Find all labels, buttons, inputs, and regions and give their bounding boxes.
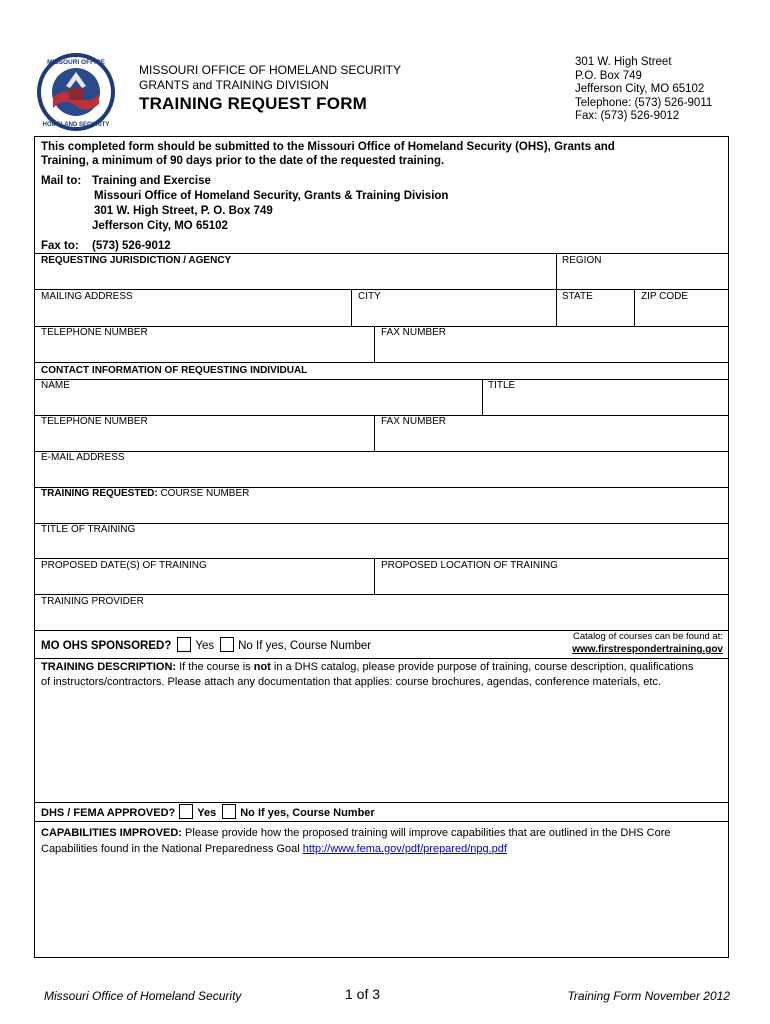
footer-organization: Missouri Office of Homeland Security: [44, 989, 242, 1003]
svg-text:MISSOURI OFFICE: MISSOURI OFFICE: [47, 59, 105, 66]
fax-to-value: (573) 526-9012: [92, 240, 171, 252]
zip-code-field[interactable]: [638, 303, 724, 323]
name-field[interactable]: [39, 392, 478, 412]
homeland-security-seal: [36, 52, 116, 132]
division-name: GRANTS and TRAINING DIVISION: [139, 78, 329, 92]
proposed-location-label: PROPOSED LOCATION OF TRAINING: [381, 560, 558, 571]
training-description-field[interactable]: [39, 693, 724, 798]
fema-yes-label: Yes: [197, 807, 217, 819]
ohs-no-checkbox[interactable]: [220, 637, 234, 652]
telephone-field[interactable]: [39, 339, 370, 359]
region-label: REGION: [562, 255, 602, 266]
title-label: TITLE: [488, 380, 516, 391]
telephone-label: TELEPHONE NUMBER: [41, 327, 148, 338]
ohs-no-label: No If yes, Course Number: [238, 640, 372, 652]
contact-info-header: CONTACT INFORMATION OF REQUESTING INDIVIDUAL: [41, 365, 308, 376]
address-telephone: Telephone: (573) 526-9011: [575, 96, 713, 109]
title-field[interactable]: [486, 392, 724, 412]
training-description-line-1: TRAINING DESCRIPTION: If the course is not in a DHS catalog, please provide purpose of training, course description, qualifications: [41, 661, 694, 673]
contact-fax-field[interactable]: [378, 428, 724, 448]
ohs-yes-label: Yes: [195, 640, 215, 652]
mail-to-label: Mail to:: [41, 175, 82, 187]
fax-label: FAX NUMBER: [381, 327, 447, 338]
mailing-address-label: MAILING ADDRESS: [41, 291, 133, 302]
mail-line-2: Missouri Office of Homeland Security, Grants & Training Division: [94, 190, 449, 202]
fax-field[interactable]: [378, 339, 724, 359]
contact-telephone-label: TELEPHONE NUMBER: [41, 416, 148, 427]
proposed-dates-field[interactable]: [39, 572, 370, 592]
email-label: E-MAIL ADDRESS: [41, 452, 125, 463]
address-street: 301 W. High Street: [575, 56, 672, 68]
course-number-field[interactable]: [39, 500, 724, 520]
catalog-link[interactable]: www.firstrespondertraining.gov: [572, 644, 723, 655]
proposed-location-field[interactable]: [378, 572, 724, 592]
training-provider-field[interactable]: [39, 608, 724, 628]
title-of-training-label: TITLE OF TRAINING: [41, 524, 136, 535]
email-field[interactable]: [39, 464, 724, 484]
proposed-dates-label: PROPOSED DATE(S) OF TRAINING: [41, 560, 207, 571]
capabilities-field[interactable]: [39, 861, 724, 953]
fema-no-label: No If yes, Course Number: [240, 807, 375, 819]
ohs-sponsored-question: MO OHS SPONSORED?: [41, 640, 172, 652]
mail-line-1: Training and Exercise: [92, 175, 211, 187]
fema-approved-question: DHS / FEMA APPROVED?: [41, 807, 176, 819]
page-number: 1 of 3: [345, 986, 381, 1002]
capabilities-line-1: CAPABILITIES IMPROVED: Please provide how the proposed training will improve capabilities that are outlined in the DHS Core: [41, 827, 671, 839]
state-field[interactable]: [560, 303, 630, 323]
footer-form-version: Training Form November 2012: [567, 989, 730, 1003]
zip-code-label: ZIP CODE: [641, 291, 689, 302]
state-label: STATE: [562, 291, 593, 302]
address-fax: Fax: (573) 526-9012: [575, 110, 680, 122]
training-request-form: [34, 136, 729, 958]
contact-fax-label: FAX NUMBER: [381, 416, 447, 427]
fema-no-checkbox[interactable]: [222, 804, 236, 819]
region-field[interactable]: [560, 267, 724, 287]
address-city: Jefferson City, MO 65102: [575, 83, 705, 95]
requesting-jurisdiction-label: REQUESTING JURISDICTION / AGENCY: [41, 255, 232, 266]
catalog-note: Catalog of courses can be found at:: [573, 631, 723, 642]
course-number-label: COURSE NUMBER: [160, 488, 250, 499]
ohs-yes-checkbox[interactable]: [177, 637, 191, 652]
requesting-jurisdiction-field[interactable]: [39, 267, 551, 287]
training-description-line-2: of instructors/contractors. Please attach any documentation that applies: course brochures, agendas, conference materials, etc.: [41, 676, 662, 688]
intro-line-1: This completed form should be submitted to the Missouri Office of Homeland Security (OHS), Grants and: [41, 141, 615, 153]
address-pobox: P.O. Box 749: [575, 69, 642, 82]
form-title: TRAINING REQUEST FORM: [139, 94, 368, 113]
org-name: MISSOURI OFFICE OF HOMELAND SECURITY: [139, 63, 402, 77]
city-field[interactable]: [355, 303, 552, 323]
svg-text:HOMELAND SECURITY: HOMELAND SECURITY: [42, 122, 110, 128]
fema-yes-checkbox[interactable]: [179, 804, 193, 819]
title-of-training-field[interactable]: [39, 536, 724, 556]
intro-line-2: Training, a minimum of 90 days prior to the date of the requested training.: [41, 155, 445, 167]
ohs-sponsored-row: [41, 637, 371, 654]
capabilities-line-2: Capabilities found in the National Preparedness Goal http://www.fema.gov/pdf/prepared/npg.pdf: [41, 843, 507, 855]
mailing-address-field[interactable]: [39, 303, 347, 323]
training-provider-label: TRAINING PROVIDER: [41, 596, 144, 607]
mail-line-3: 301 W. High Street, P. O. Box 749: [94, 205, 273, 217]
fax-to-label: Fax to:: [41, 240, 79, 252]
office-address: [575, 56, 712, 124]
mail-line-4: Jefferson City, MO 65102: [92, 220, 228, 232]
name-label: NAME: [41, 380, 70, 391]
contact-telephone-field[interactable]: [39, 428, 370, 448]
fema-approved-row: [41, 804, 375, 821]
city-label: CITY: [358, 291, 381, 302]
training-requested-label: TRAINING REQUESTED: COURSE NUMBER: [41, 488, 250, 499]
npg-link[interactable]: http://www.fema.gov/pdf/prepared/npg.pdf: [302, 843, 507, 855]
